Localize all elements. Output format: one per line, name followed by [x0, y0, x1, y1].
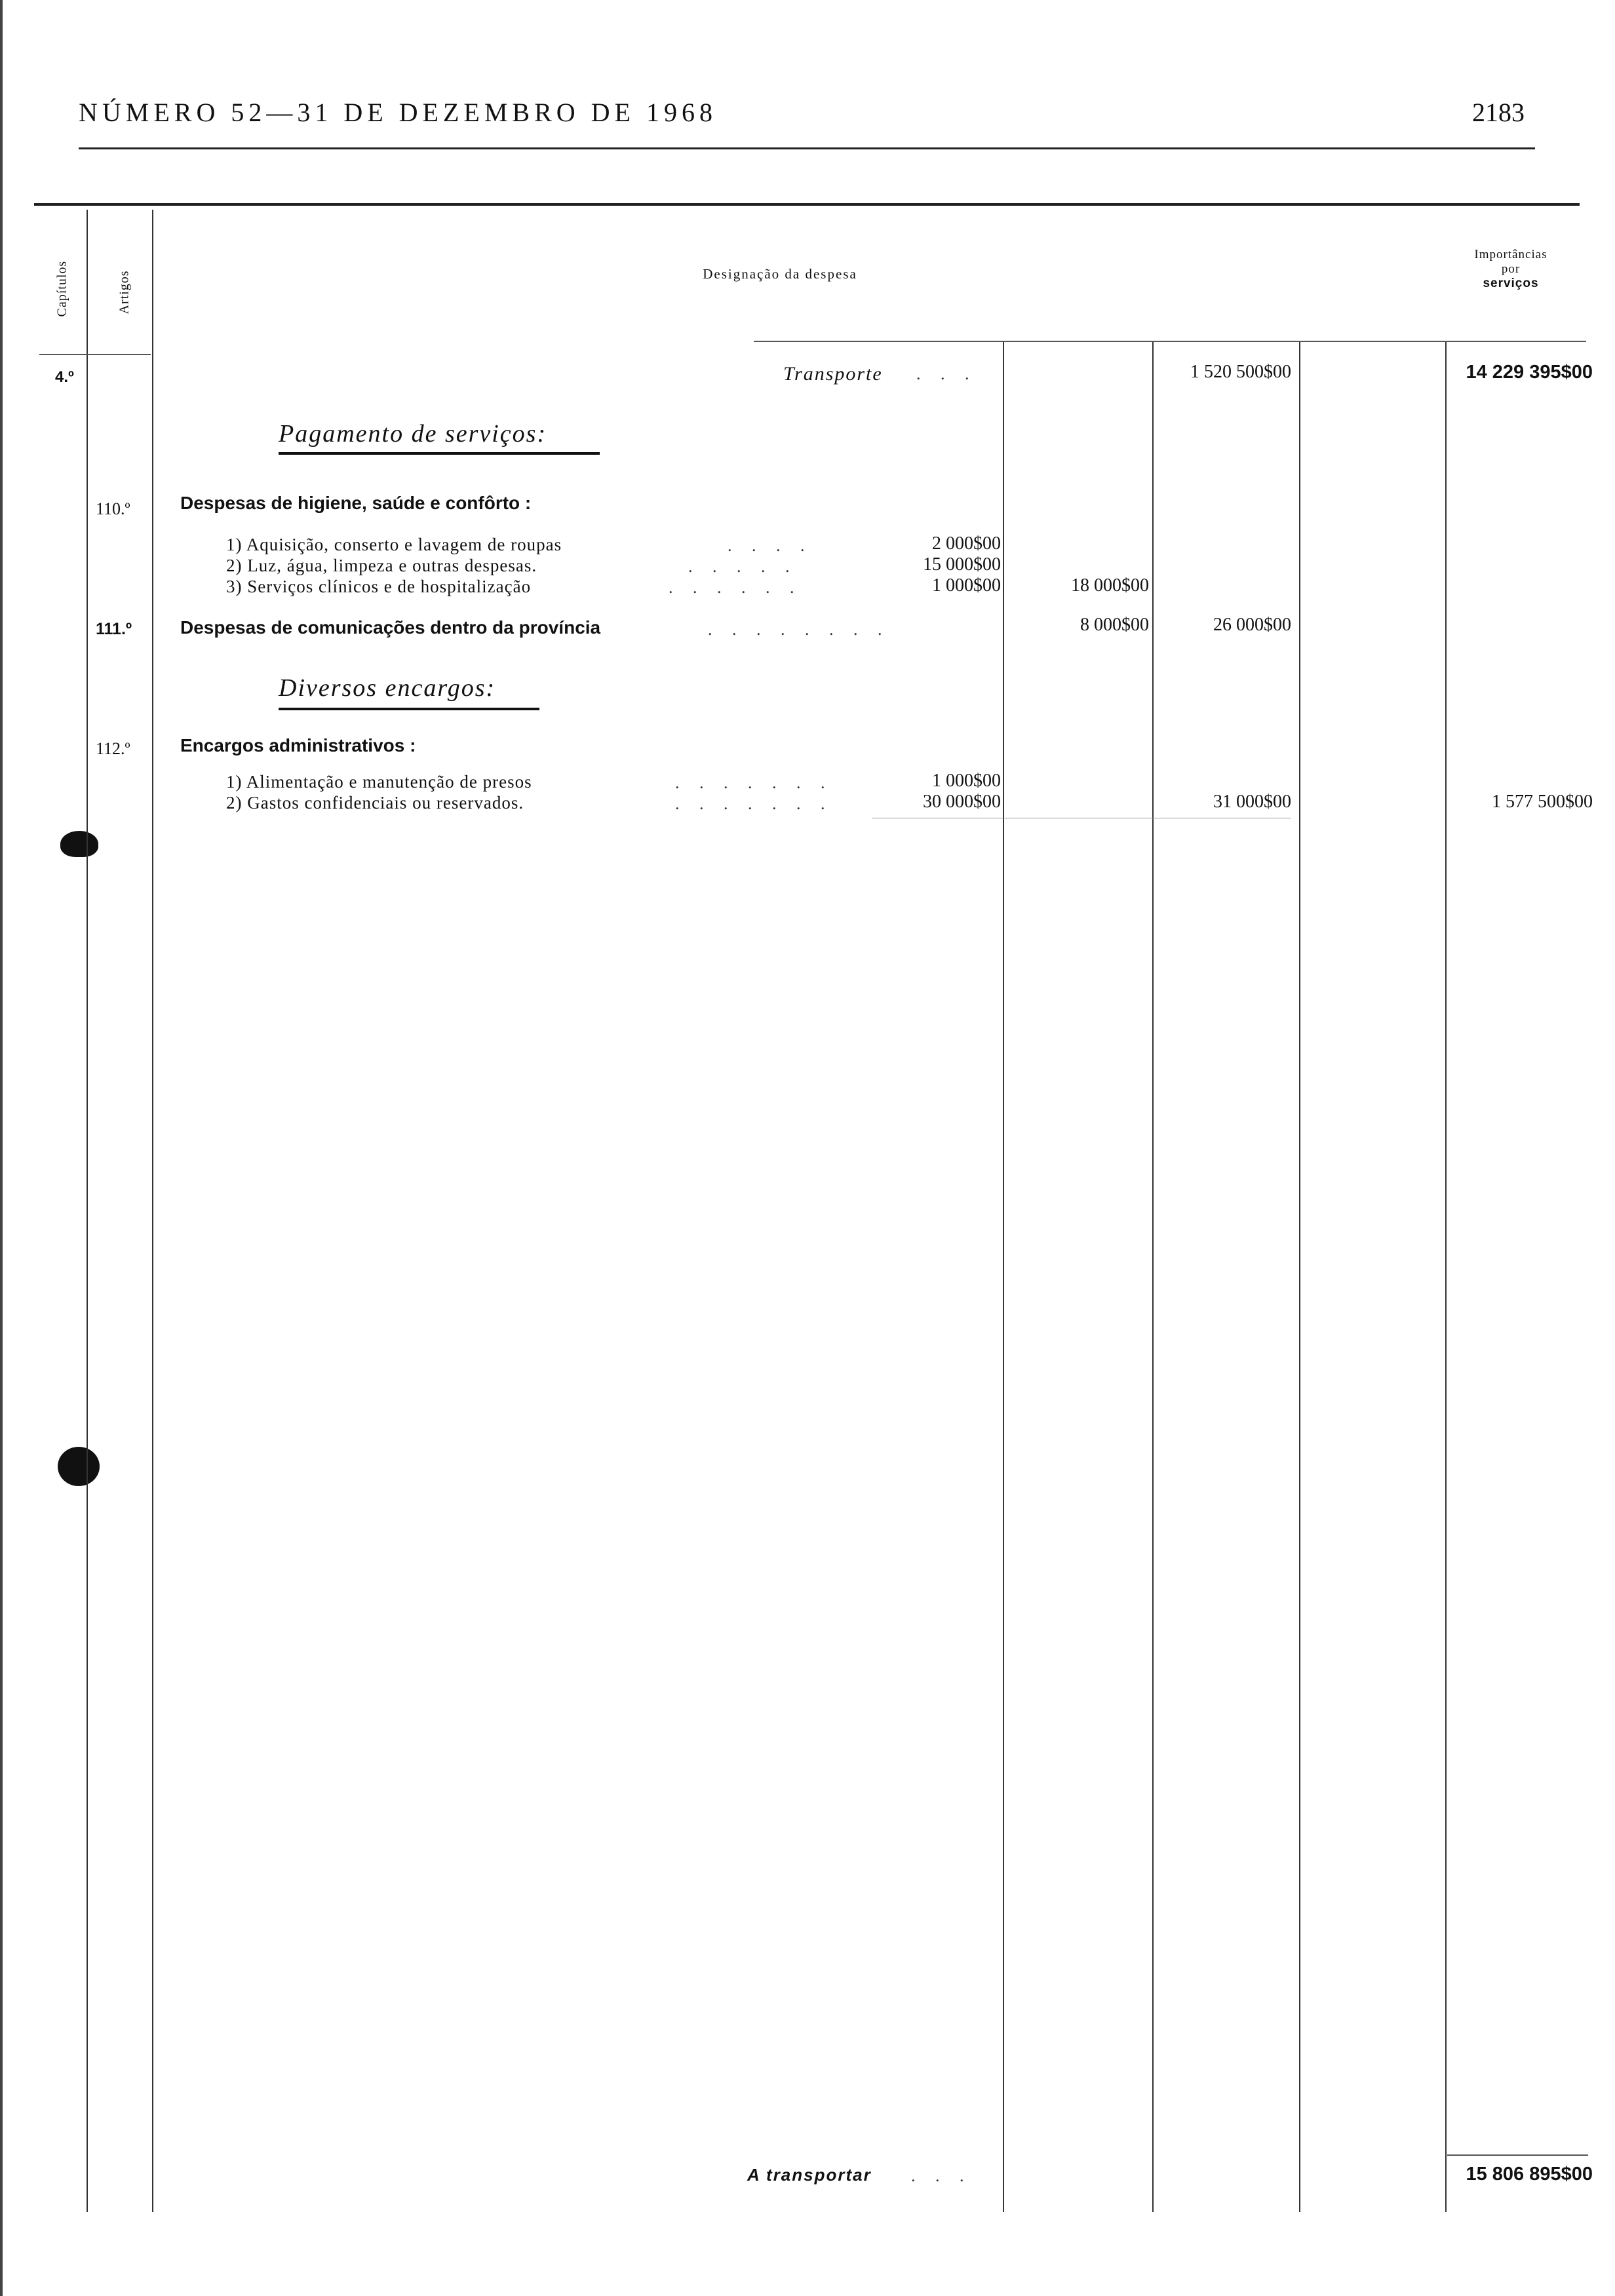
article-110-item-3: 3) Serviços clínicos e de hospitalização: [226, 577, 532, 596]
article-110-number: 110.º: [96, 499, 130, 518]
total-rule: [1447, 2154, 1588, 2156]
col-header-importancias-l3: serviços: [1483, 277, 1539, 290]
article-112-number: 112.º: [96, 739, 130, 758]
header-bottom-rule-right: [754, 341, 1586, 342]
a-transportar-leader: . . .: [911, 2166, 972, 2185]
col-header-capitulos: Capítulos: [54, 260, 69, 317]
col-header-artigos: Artigos: [117, 270, 132, 315]
section-diversos: Diversos encargos:: [279, 674, 496, 702]
a-transportar-total: 15 806 895$00: [1466, 2164, 1593, 2185]
article-111-c3: 26 000$00: [1213, 615, 1291, 635]
col-rule-c1: [1003, 341, 1004, 2212]
col-header-designacao: Designação da despesa: [703, 266, 857, 282]
article-112-item-1-c1: 1 000$00: [932, 771, 1001, 791]
leader-112-2: . . . . . . .: [675, 794, 833, 813]
transporte-label: Transporte: [783, 363, 883, 385]
page-number: 2183: [1472, 98, 1525, 127]
table-top-rule: [34, 203, 1580, 206]
col-header-importancias-l2: por: [1501, 262, 1521, 276]
chapter-number: 4.º: [55, 368, 74, 386]
section-pagamento-underline: [279, 452, 600, 455]
article-110-item-2-c1: 15 000$00: [923, 554, 1001, 575]
col-header-importancias-l1: Importâncias: [1474, 248, 1547, 261]
article-110-item-1-c1: 2 000$00: [932, 533, 1001, 554]
col-header-importancias: [1435, 248, 1586, 291]
binding-mark-bottom: [58, 1447, 100, 1486]
binding-mark-top: [60, 831, 98, 857]
col-rule-artigos: [152, 210, 153, 2212]
leader-110-2: . . . . .: [688, 557, 798, 576]
article-112-item-2-c3: 31 000$00: [1213, 792, 1291, 812]
leader-111: . . . . . . . .: [708, 620, 890, 639]
page-header-title: NÚMERO 52—31 DE DEZEMBRO DE 1968: [79, 98, 717, 127]
header-bottom-rule-left: [39, 354, 151, 355]
transporte-leader: . . .: [916, 364, 977, 383]
transporte-c4: 14 229 395$00: [1466, 362, 1593, 383]
article-111-c2: 8 000$00: [1080, 615, 1149, 635]
a-transportar-label: A transportar: [747, 2165, 872, 2185]
article-112-item-2-c1: 30 000$00: [923, 792, 1001, 812]
article-111-number: 111.º: [96, 620, 132, 638]
article-111-title: Despesas de comunicações dentro da província: [180, 617, 601, 638]
section-pagamento: Pagamento de serviços:: [279, 420, 547, 448]
article-110-item-3-c2: 18 000$00: [1071, 575, 1149, 596]
transporte-c3: 1 520 500$00: [1190, 362, 1291, 382]
leader-110-3: . . . . . .: [669, 578, 802, 597]
col-rule-capitulos: [87, 210, 88, 2212]
article-112-item-2: 2) Gastos confidenciais ou reservados.: [226, 793, 524, 813]
article-112-item-2-c4: 1 577 500$00: [1492, 792, 1593, 812]
article-110-item-1: 1) Aquisição, conserto e lavagem de roupas: [226, 535, 562, 554]
col-rule-c4: [1445, 341, 1447, 2212]
section-diversos-underline: [279, 708, 539, 710]
article-110-item-3-c1: 1 000$00: [932, 575, 1001, 596]
article-112-title: Encargos administrativos :: [180, 735, 416, 756]
article-112-item-1: 1) Alimentação e manutenção de presos: [226, 772, 532, 792]
page-edge-line: [0, 0, 3, 2296]
col-rule-c3: [1299, 341, 1300, 2212]
header-rule: [79, 147, 1535, 149]
article-110-title: Despesas de higiene, saúde e confôrto :: [180, 493, 532, 513]
article-110-item-2: 2) Luz, água, limpeza e outras despesas.: [226, 556, 537, 575]
leader-110-1: . . . .: [728, 536, 813, 555]
leader-112-1: . . . . . . .: [675, 773, 833, 792]
